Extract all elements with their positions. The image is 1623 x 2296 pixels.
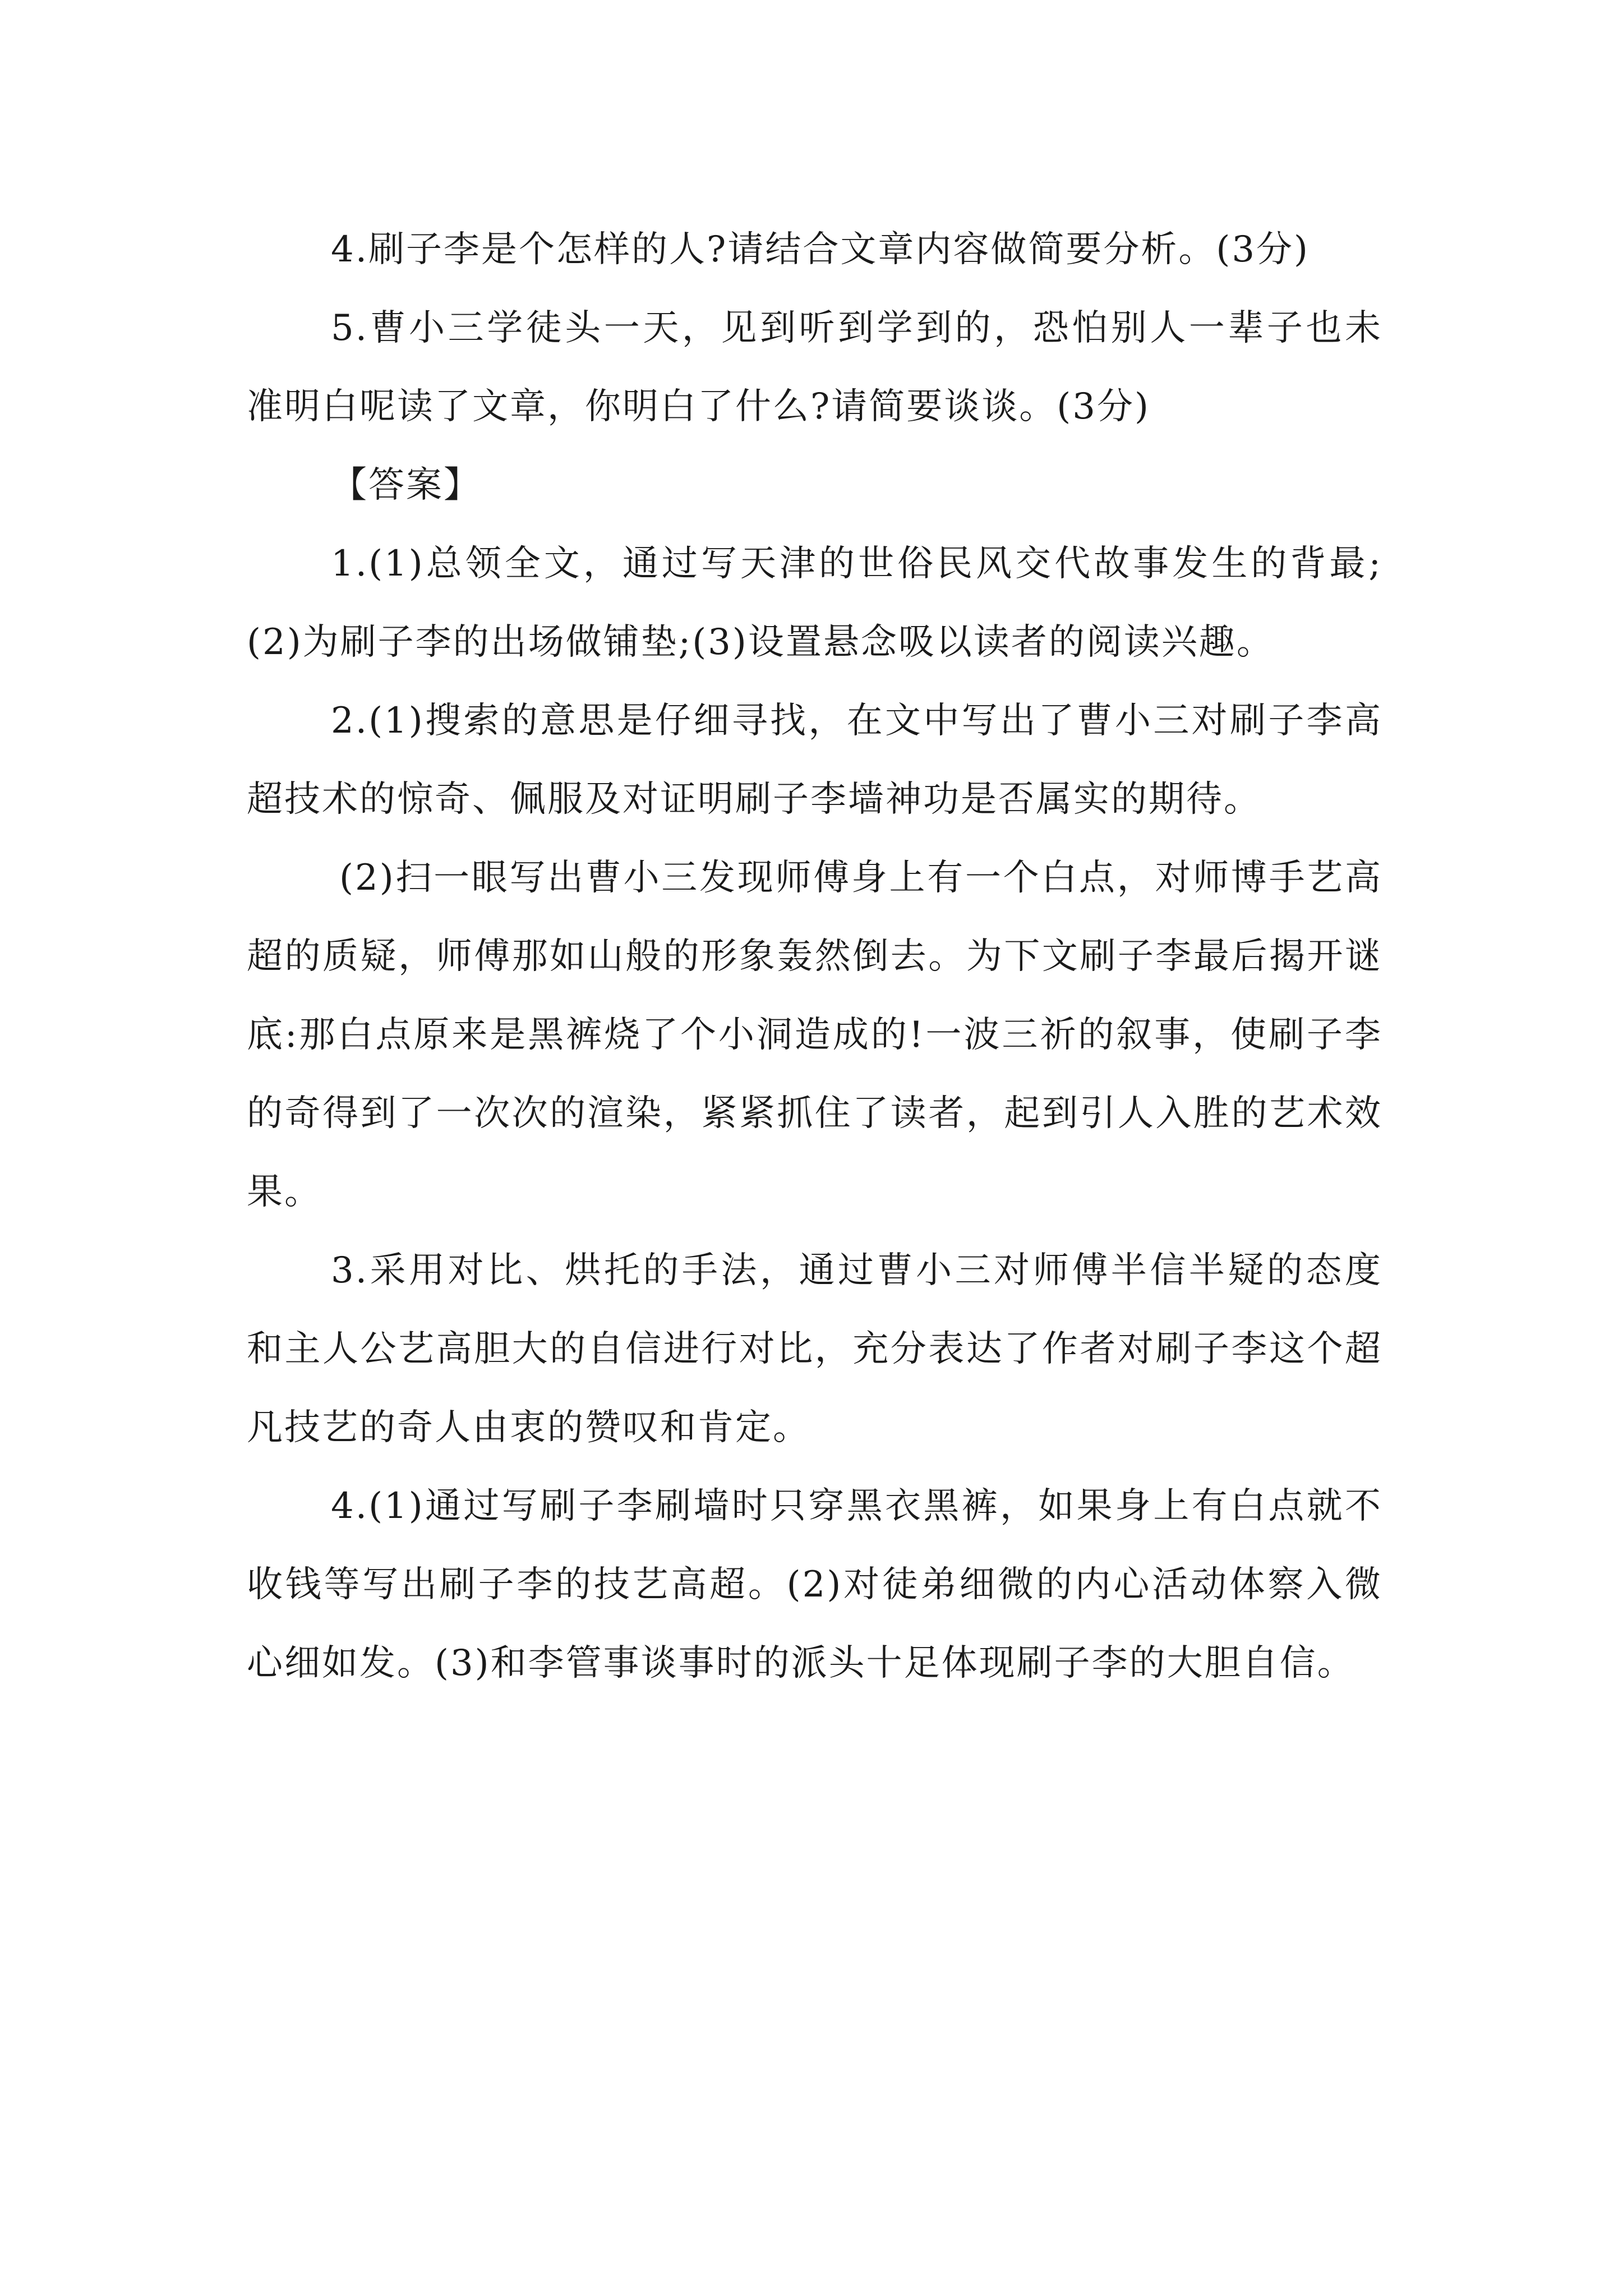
answer-2-part-2: (2)扫一眼写出曹小三发现师傅身上有一个白点，对师博手艺高超的质疑，师傅那如山般的形象轰然倒去。为下文刷子李最后揭开谜底:那白点原来是黑裤烧了个小洞造成的!一波三祈的叙事，使刷子李的奇得到了一次次的渲染，紧紧抓住了读者，起到引人入胜的艺术效果。: [247, 857, 1382, 1213]
answer-2-part-1: 2.(1)搜索的意思是仔细寻找，在文中写出了曹小三对刷子李高超技术的惊奇、佩服及对证明刷子李墙神功是否属实的期待。: [247, 700, 1382, 820]
answer-1: 1.(1)总领全文，通过写天津的世俗民风交代故事发生的背最;(2)为刷子李的出场做铺垫;(3)设置悬念吸以读者的阅读兴趣。: [247, 543, 1382, 663]
question-5: 5.曹小三学徒头一天，见到听到学到的，恐怕别人一辈子也未准明白呢读了文章，你明白了什么?请简要谈谈。(3分): [247, 307, 1382, 427]
document-body: [247, 210, 1382, 1703]
answer-4: 4.(1)通过写刷子李刷墙时只穿黑衣黑裤，如果身上有白点就不收钱等写出刷子李的技艺高超。(2)对徒弟细微的内心活动体察入微心细如发。(3)和李管事谈事时的派头十足体现刷子李的大胆自信。: [247, 1485, 1382, 1684]
answer-3: 3.采用对比、烘托的手法，通过曹小三对师傅半信半疑的态度和主人公艺高胆大的自信进行对比，充分表达了作者对刷子李这个超凡技艺的奇人由衷的赞叹和肯定。: [247, 1250, 1382, 1448]
question-4: 4.刷子李是个怎样的人?请结合文章内容做简要分析。(3分): [331, 229, 1310, 270]
answer-heading: 【答案】: [331, 464, 481, 506]
